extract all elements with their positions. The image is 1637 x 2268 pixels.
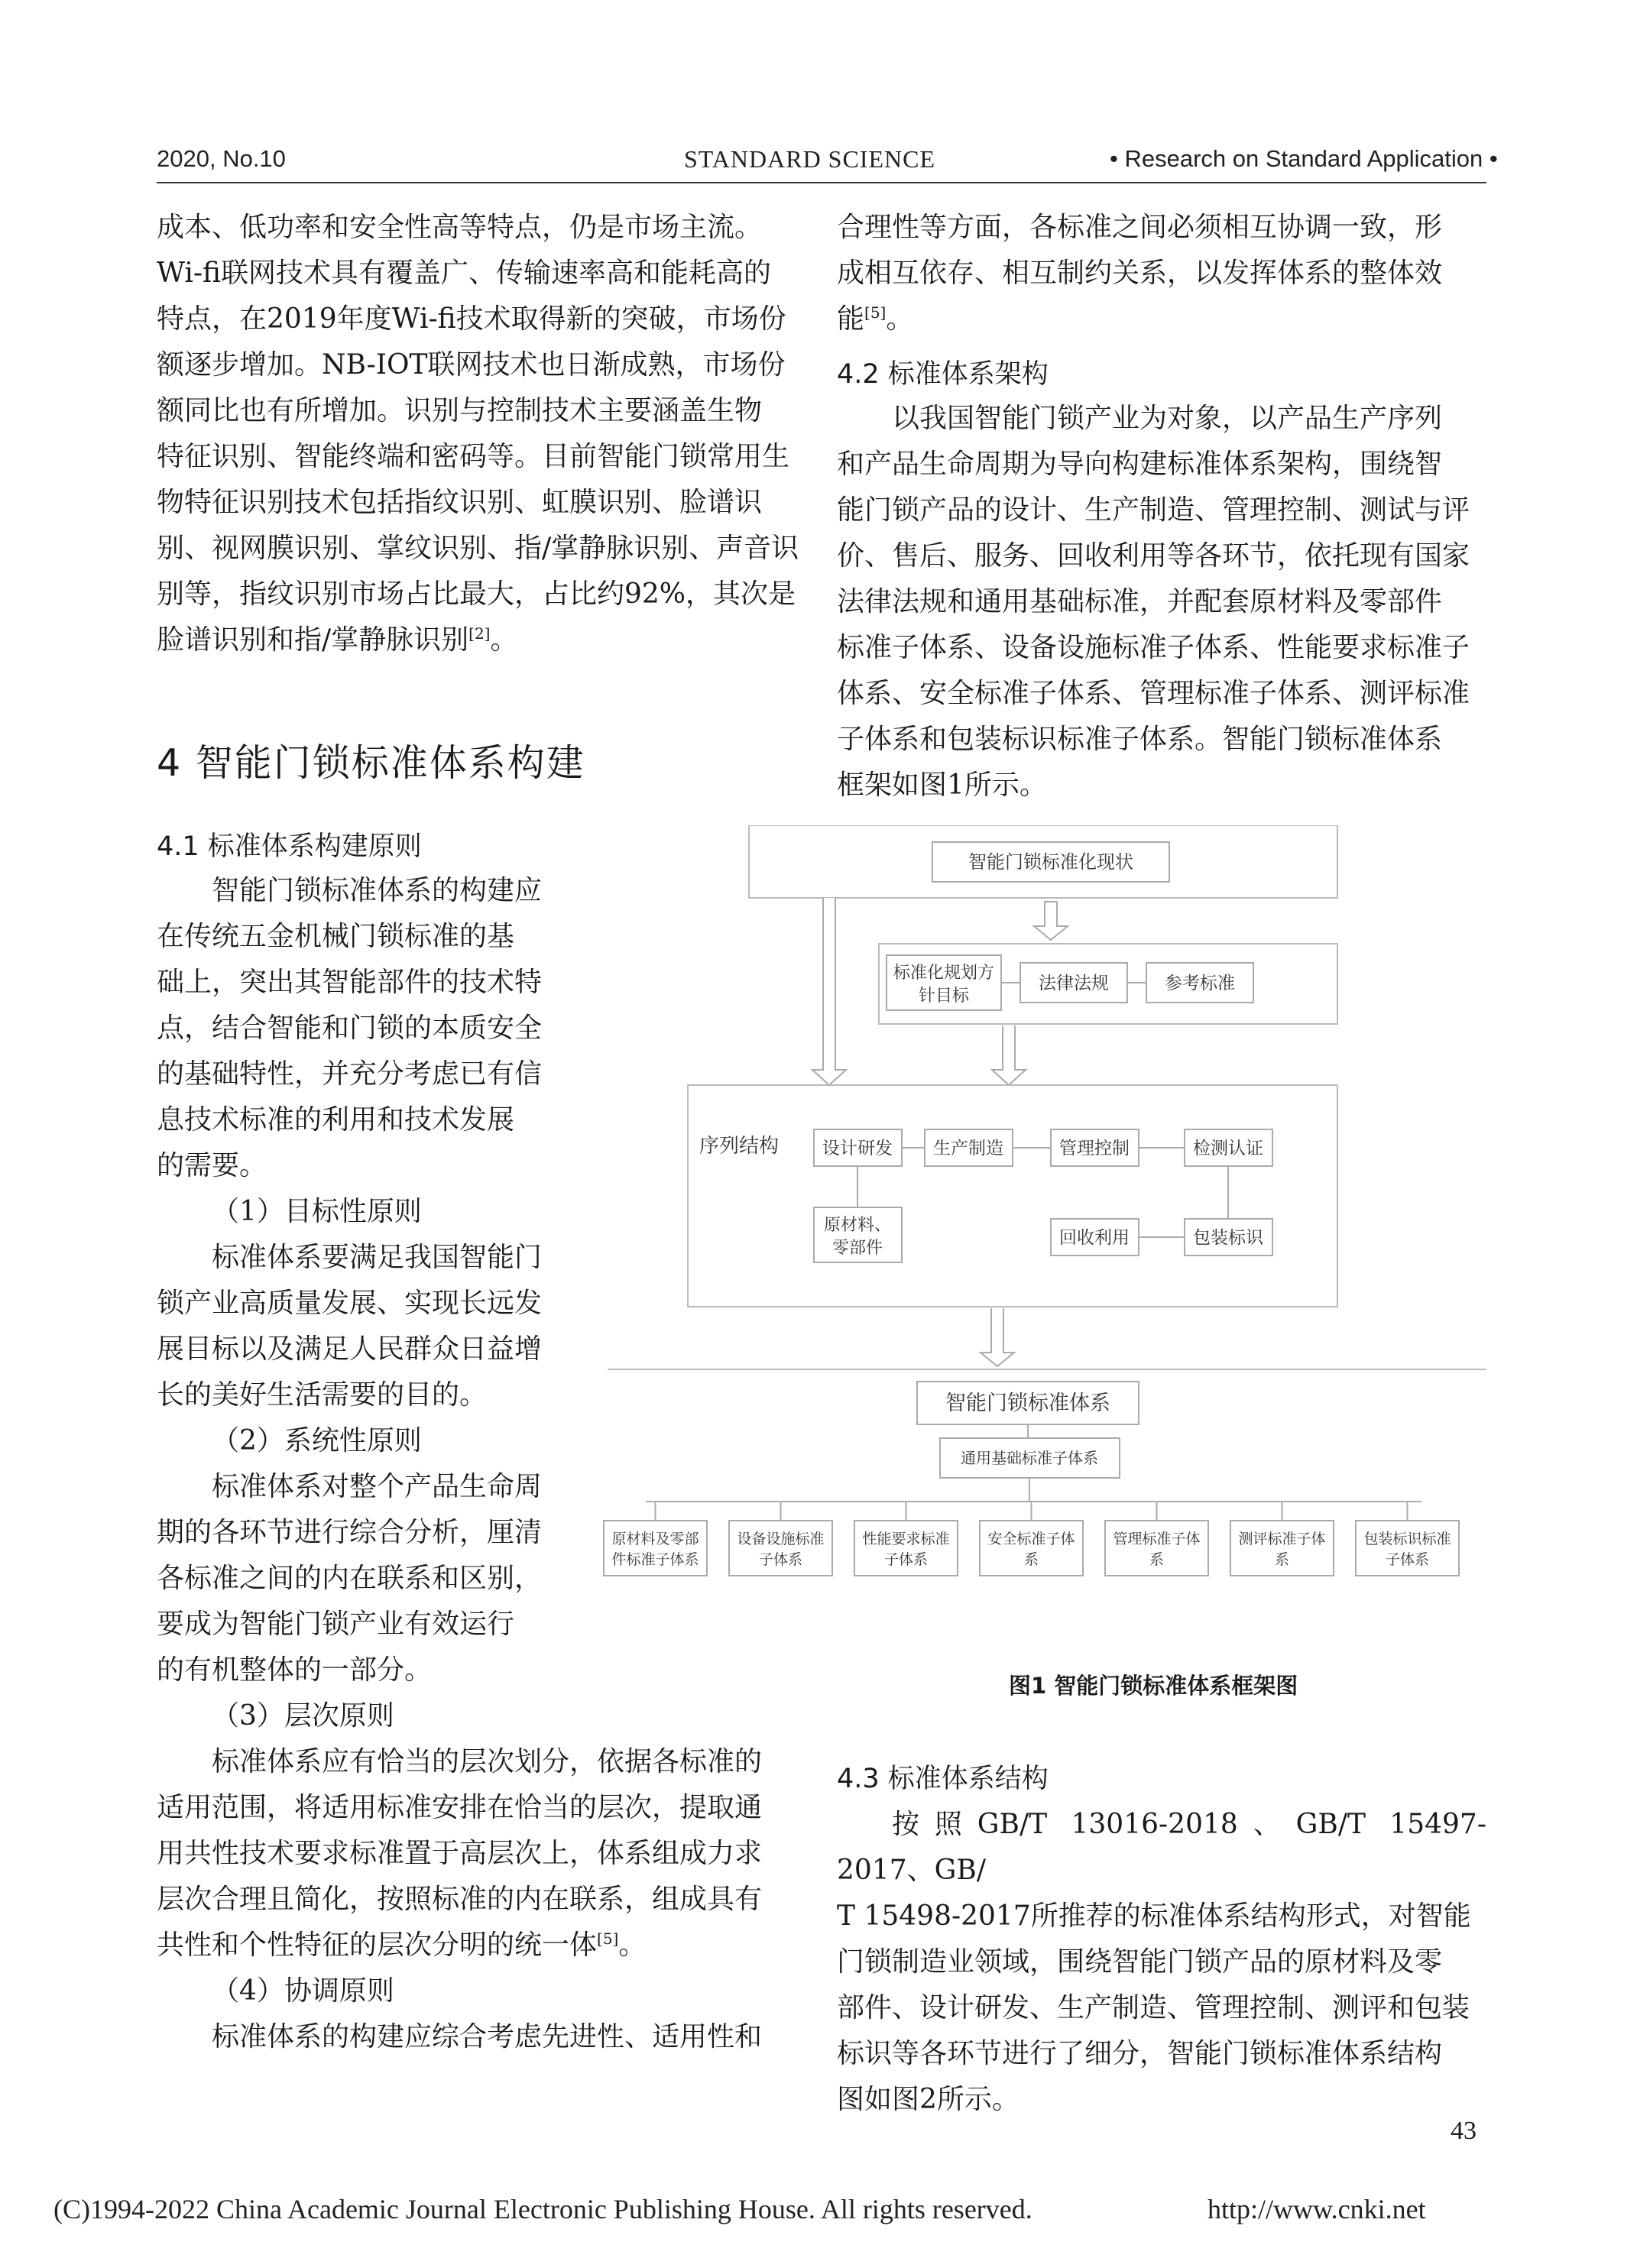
- text-line: 标准体系的构建应综合考虑先进性、适用性和: [212, 2021, 763, 2053]
- label-subsystem: 安全标准子体: [987, 1531, 1075, 1547]
- label-planning-2: 针目标: [918, 987, 970, 1006]
- cnki-link[interactable]: http://www.cnki.net: [1207, 2194, 1426, 2224]
- label-subsystem: 管理标准子体: [1113, 1531, 1201, 1547]
- citation: [2]: [468, 624, 491, 643]
- text-line: 价、售后、服务、回收利用等各环节，依托现有国家: [837, 540, 1470, 572]
- right-paragraph-architecture: [837, 396, 1486, 808]
- text-line: 体系、安全标准子体系、管理标准子体系、测评标准: [837, 678, 1470, 709]
- text-line: 展目标以及满足人民群众日益增: [157, 1333, 543, 1365]
- label-sequence: 序列结构: [699, 1135, 780, 1158]
- text-line: 法律法规和通用基础标准，并配套原材料及零部件: [837, 586, 1443, 617]
- principle-heading: （1）目标性原则: [212, 1196, 422, 1227]
- arrow-down: [992, 1025, 1026, 1085]
- label-subsystem: 系: [1274, 1551, 1290, 1568]
- label-subsystem: 子体系: [1385, 1551, 1430, 1568]
- left-narrow-block: [157, 868, 569, 1693]
- label-planning-1: 标准化规划方: [893, 964, 995, 983]
- label-subsystem: 原材料及零部: [611, 1531, 699, 1547]
- principle-heading: （4）协调原则: [212, 1975, 394, 2007]
- text-line: 点，结合智能和门锁的本质安全: [157, 1013, 543, 1044]
- arrow-down: [1034, 902, 1068, 940]
- label-testing: 检测认证: [1193, 1139, 1263, 1158]
- arrow-down: [812, 898, 846, 1085]
- text-line: 门锁制造业领域，围绕智能门锁产品的原材料及零: [837, 1946, 1443, 1978]
- text-line: 成本、低功率和安全性高等特点，仍是市场主流。: [157, 212, 763, 243]
- text-line: 额同比也有所增加。识别与控制技术主要涵盖生物: [157, 395, 763, 426]
- text-line: 要成为智能门锁产业有效运行: [157, 1609, 515, 1640]
- text-line: T 15498-2017所推荐的标准体系结构形式，对智能: [837, 1900, 1471, 1932]
- text-line: 在传统五金机械门锁标准的基: [157, 921, 515, 952]
- label-design: 设计研发: [822, 1139, 893, 1158]
- label-system: 智能门锁标准体系: [945, 1392, 1110, 1415]
- text-line: 和产品生命周期为导向构建标准体系架构，围绕智: [837, 449, 1443, 480]
- framework-diagram: [592, 825, 1494, 1635]
- text-line: 特点，在2019年度Wi-fi技术取得新的突破，市场份: [157, 303, 786, 335]
- page-number: 43: [1451, 2117, 1477, 2145]
- subsection-heading-4-2: 4.2 标准体系架构: [837, 359, 1049, 390]
- principle-heading: （2）系统性原则: [212, 1425, 422, 1456]
- text-line: 标准体系对整个产品生命周: [212, 1471, 543, 1502]
- citation: [5]: [864, 303, 887, 322]
- arrow-down: [981, 1308, 1014, 1366]
- label-recycle: 回收利用: [1059, 1228, 1130, 1248]
- label-subsystem: 子体系: [758, 1551, 803, 1568]
- label-packaging: 包装标识: [1193, 1228, 1263, 1248]
- label-subsystem: 系: [1023, 1551, 1039, 1568]
- text-line: 额逐步增加。NB-IOT联网技术也日渐成熟，市场份: [157, 349, 786, 381]
- text-line: 图如图2所示。: [837, 2084, 1019, 2115]
- subsection-heading-4-1: 4.1 标准体系构建原则: [157, 831, 422, 862]
- running-header-section: • Research on Standard Application •: [1110, 145, 1498, 172]
- text-line: 按照GB/T 13016-2018、GB/T 15497-2017、GB/: [837, 1809, 1486, 1886]
- text-line: 期的各环节进行综合分析，厘清: [157, 1517, 543, 1548]
- text-line: 用共性技术要求标准置于高层次上，体系组成力求: [157, 1838, 763, 1869]
- sub-systems: [604, 1502, 1459, 1576]
- label-production: 生产制造: [933, 1139, 1003, 1158]
- text-line: 的基础特性，并充分考虑已有信: [157, 1058, 543, 1090]
- text-line: 适用范围，将适用标准安排在恰当的层次，提取通: [157, 1792, 763, 1823]
- label-law: 法律法规: [1039, 974, 1109, 993]
- right-paragraph-coordination: [837, 205, 1486, 342]
- text-line: 能门锁产品的设计、生产制造、管理控制、测试与评: [837, 494, 1470, 526]
- text-line: 别等，指纹识别市场占比最大，占比约92%，其次是: [157, 578, 796, 610]
- text-line: 的有机整体的一部分。: [157, 1654, 433, 1686]
- label-subsystem: 件标准子体系: [611, 1551, 699, 1568]
- text-line: 特征识别、智能终端和密码等。目前智能门锁常用生: [157, 441, 790, 472]
- label-subsystem: 性能要求标准: [862, 1531, 950, 1547]
- citation: [5]: [597, 1929, 619, 1948]
- label-subsystem: 子体系: [883, 1551, 929, 1568]
- right-paragraph-structure: [837, 1802, 1486, 2123]
- text-line: 的需要。: [157, 1150, 267, 1181]
- text-line: 框架如图1所示。: [837, 770, 1047, 801]
- text-line: 别、视网膜识别、掌纹识别、指/掌静脉识别、声音识: [157, 533, 799, 564]
- label-subsystem: 系: [1149, 1551, 1165, 1568]
- header-rule: [157, 182, 1486, 183]
- text-line: 共性和个性特征的层次分明的统一体[5]。: [157, 1929, 647, 1961]
- running-header-journal: STANDARD SCIENCE: [684, 145, 936, 173]
- label-reference: 参考标准: [1165, 974, 1235, 993]
- text-line: 息技术标准的利用和技术发展: [157, 1104, 515, 1136]
- text-line: 各标准之间的内在联系和区别，: [157, 1563, 543, 1594]
- text-line: 标识等各环节进行了细分，智能门锁标准体系结构: [837, 2038, 1443, 2069]
- label-status: 智能门锁标准化现状: [968, 851, 1133, 873]
- text-line: Wi-fi联网技术具有覆盖广、传输速率高和能耗高的: [157, 258, 772, 289]
- text-line: 合理性等方面，各标准之间必须相互协调一致，形: [837, 212, 1443, 243]
- text-line: 标准体系要满足我国智能门: [212, 1242, 543, 1273]
- principle-heading: （3）层次原则: [212, 1700, 394, 1732]
- section-heading-4: 4 智能门锁标准体系构建: [157, 741, 585, 785]
- running-header-issue: 2020, No.10: [157, 145, 286, 172]
- text-line: 标准子体系、设备设施标准子体系、性能要求标准子: [837, 632, 1470, 663]
- label-general: 通用基础标准子体系: [961, 1449, 1098, 1467]
- text-line: 以我国智能门锁产业为对象，以产品生产序列: [892, 403, 1443, 434]
- text-line: 部件、设计研发、生产制造、管理控制、测评和包装: [837, 1992, 1470, 2023]
- label-subsystem: 设备设施标准: [737, 1531, 825, 1547]
- label-subsystem: 包装标识标准: [1363, 1531, 1451, 1547]
- text-line: 智能门锁标准体系的构建应: [212, 875, 543, 906]
- text-line: 层次合理且简化，按照标准的内在联系，组成具有: [157, 1884, 763, 1915]
- text-line: 长的美好生活需要的目的。: [157, 1379, 488, 1411]
- label-subsystem: 测评标准子体: [1238, 1531, 1326, 1547]
- text-line: 子体系和包装标识标准子体系。智能门锁标准体系: [837, 724, 1443, 755]
- text-line: 标准体系应有恰当的层次划分，依据各标准的: [212, 1746, 763, 1777]
- text-line: 物特征识别技术包括指纹识别、虹膜识别、脸谱识: [157, 487, 763, 518]
- frame-sequence: [688, 1085, 1337, 1307]
- label-materials-2: 零部件: [831, 1239, 883, 1258]
- text-line: 能[5]。: [837, 303, 914, 335]
- text-line: 锁产业高质量发展、实现长远发: [157, 1288, 543, 1319]
- text-line: 脸谱识别和指/掌静脉识别[2]。: [157, 624, 518, 656]
- figure-caption: 图1 智能门锁标准体系框架图: [1009, 1673, 1298, 1699]
- text-line: 础上，突出其智能部件的技术特: [157, 967, 543, 998]
- subsection-heading-4-3: 4.3 标准体系结构: [837, 1764, 1049, 1794]
- left-wide-block: [157, 1693, 806, 2060]
- text-line: 成相互依存、相互制约关系，以发挥体系的整体效: [837, 258, 1443, 289]
- copyright-footer: (C)1994-2022 China Academic Journal Electronic Publishing House. All rights reserved.: [53, 2194, 1032, 2224]
- label-materials-1: 原材料、: [823, 1216, 892, 1235]
- label-management: 管理控制: [1059, 1139, 1130, 1158]
- left-paragraph-biometrics: [157, 205, 806, 663]
